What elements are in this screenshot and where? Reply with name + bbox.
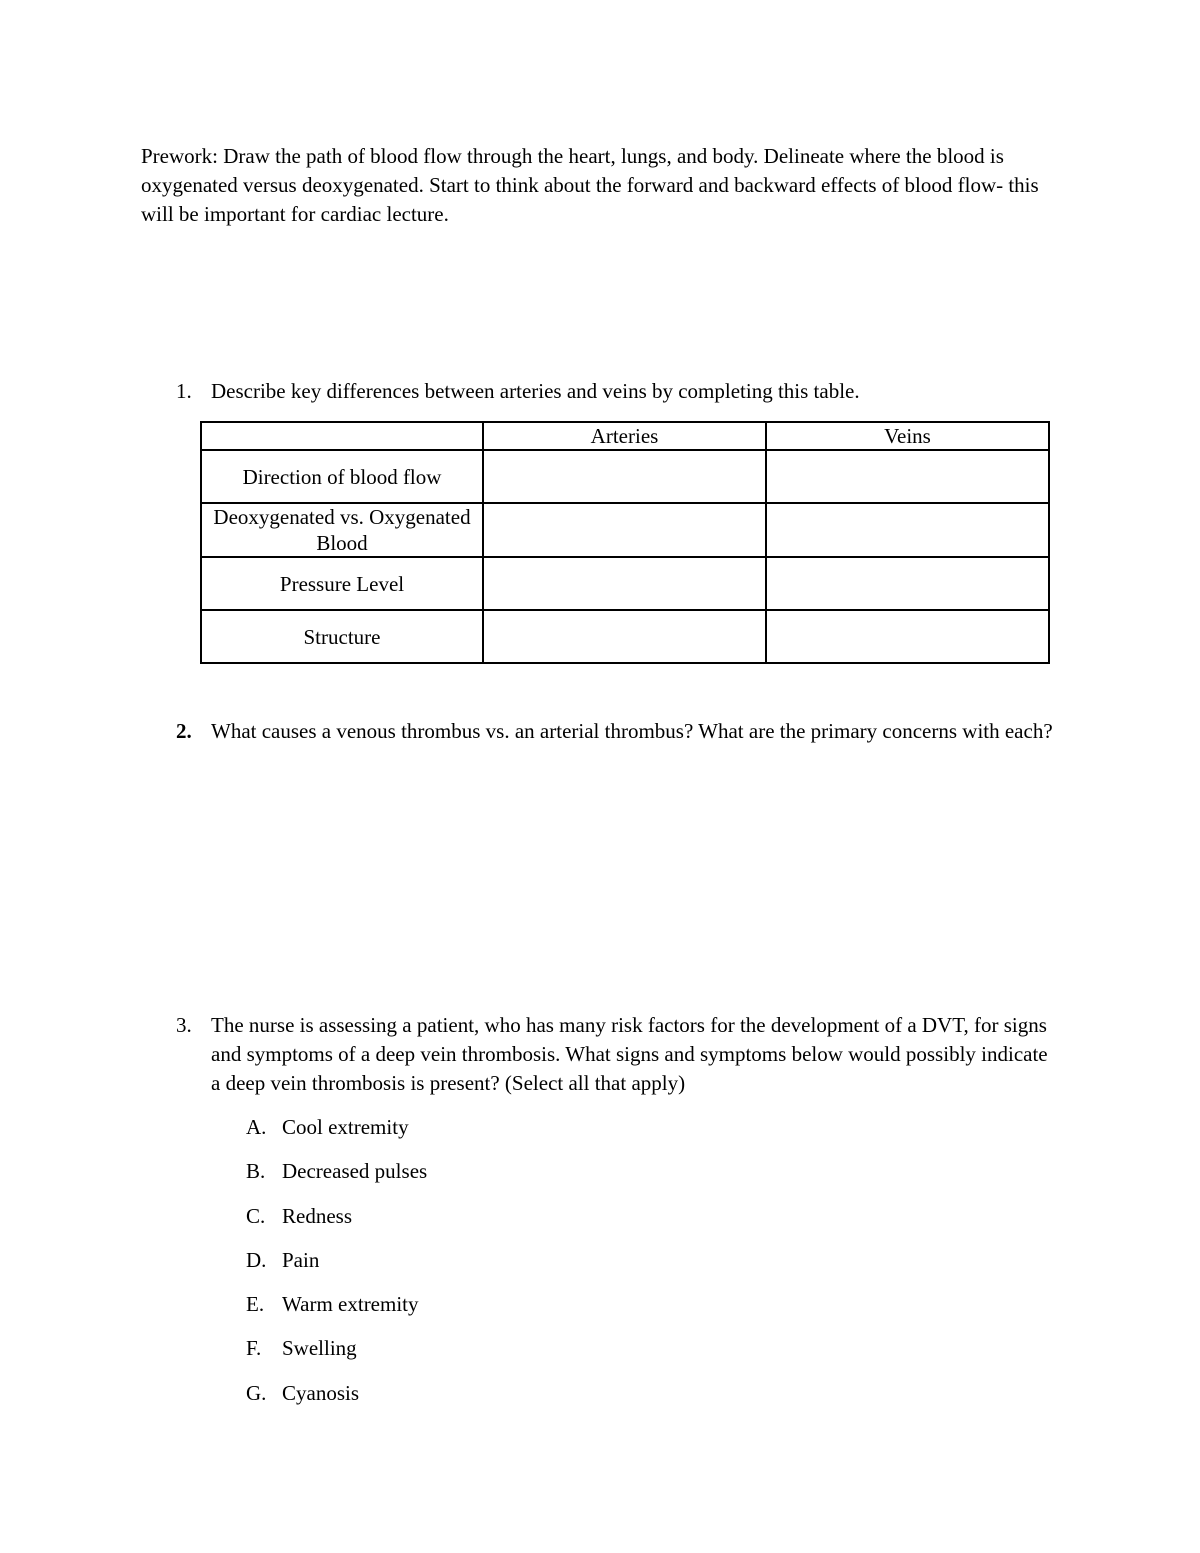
cell-arteries-oxygenation[interactable] — [483, 503, 766, 557]
cell-veins-structure[interactable] — [766, 610, 1049, 663]
choice-text: Redness — [282, 1203, 352, 1228]
cell-arteries-structure[interactable] — [483, 610, 766, 663]
table-header-arteries: Arteries — [483, 422, 766, 450]
table-header-veins: Veins — [766, 422, 1049, 450]
cell-veins-oxygenation[interactable] — [766, 503, 1049, 557]
list-item[interactable] — [246, 1157, 427, 1201]
row-label-oxygenation: Deoxygenated vs. Oxygenated Blood — [201, 503, 483, 557]
question-2-number: 2. — [176, 719, 192, 743]
prework-paragraph: Prework: Draw the path of blood flow through the heart, lungs, and body. Delineate where the blood is oxygenated versus deoxygenated. Start to think about the forward and backward effects of blood flow- this will be important for cardiac lecture. — [141, 144, 1039, 226]
choice-letter: D. — [246, 1247, 267, 1272]
question-2-text: What causes a venous thrombus vs. an arterial thrombus? What are the primary concerns with each? — [211, 719, 1053, 743]
cell-arteries-direction[interactable] — [483, 450, 766, 503]
table-header-row — [201, 422, 1049, 450]
table-row — [201, 610, 1049, 663]
question-3 — [176, 1011, 1056, 1098]
choice-text: Cool extremity — [282, 1115, 409, 1139]
question-2 — [176, 717, 1056, 746]
arteries-veins-table — [200, 421, 1050, 664]
list-item[interactable] — [246, 1202, 427, 1246]
question-3-number: 3. — [176, 1013, 192, 1037]
question-1-text: Describe key differences between arteries and veins by completing this table. — [211, 379, 860, 403]
choice-letter: A. — [246, 1115, 267, 1139]
list-item[interactable] — [246, 1334, 427, 1378]
choice-letter: B. — [246, 1159, 266, 1184]
choice-text: Decreased pulses — [282, 1159, 428, 1184]
table-row — [201, 557, 1049, 610]
list-item[interactable] — [246, 1379, 427, 1423]
answer-choices-list — [246, 1113, 427, 1423]
list-item[interactable] — [246, 1113, 427, 1157]
choice-letter: E. — [246, 1292, 265, 1317]
choice-text: Cyanosis — [282, 1380, 360, 1405]
row-label-direction: Direction of blood flow — [201, 450, 483, 503]
list-item[interactable] — [246, 1290, 427, 1334]
row-label-pressure: Pressure Level — [201, 557, 483, 610]
table-header-blank — [201, 422, 483, 450]
cell-veins-direction[interactable] — [766, 450, 1049, 503]
choice-text: Warm extremity — [282, 1292, 419, 1317]
table-row — [201, 503, 1049, 557]
row-label-structure: Structure — [201, 610, 483, 663]
table-row — [201, 450, 1049, 503]
cell-veins-pressure[interactable] — [766, 557, 1049, 610]
choice-letter: F. — [246, 1336, 262, 1361]
question-1-number: 1. — [176, 379, 192, 403]
question-1 — [176, 377, 1056, 406]
cell-arteries-pressure[interactable] — [483, 557, 766, 610]
choice-letter: G. — [246, 1380, 267, 1405]
question-3-text: The nurse is assessing a patient, who has many risk factors for the development of a DVT, for signs and symptoms of a deep vein thrombosis. What signs and symptoms below would possibly indicate a deep vein thrombosis is present? (Select all that apply) — [211, 1013, 1048, 1095]
choice-text: Pain — [282, 1247, 320, 1272]
choice-text: Swelling — [282, 1336, 357, 1361]
list-item[interactable] — [246, 1246, 427, 1290]
choice-letter: C. — [246, 1203, 266, 1228]
